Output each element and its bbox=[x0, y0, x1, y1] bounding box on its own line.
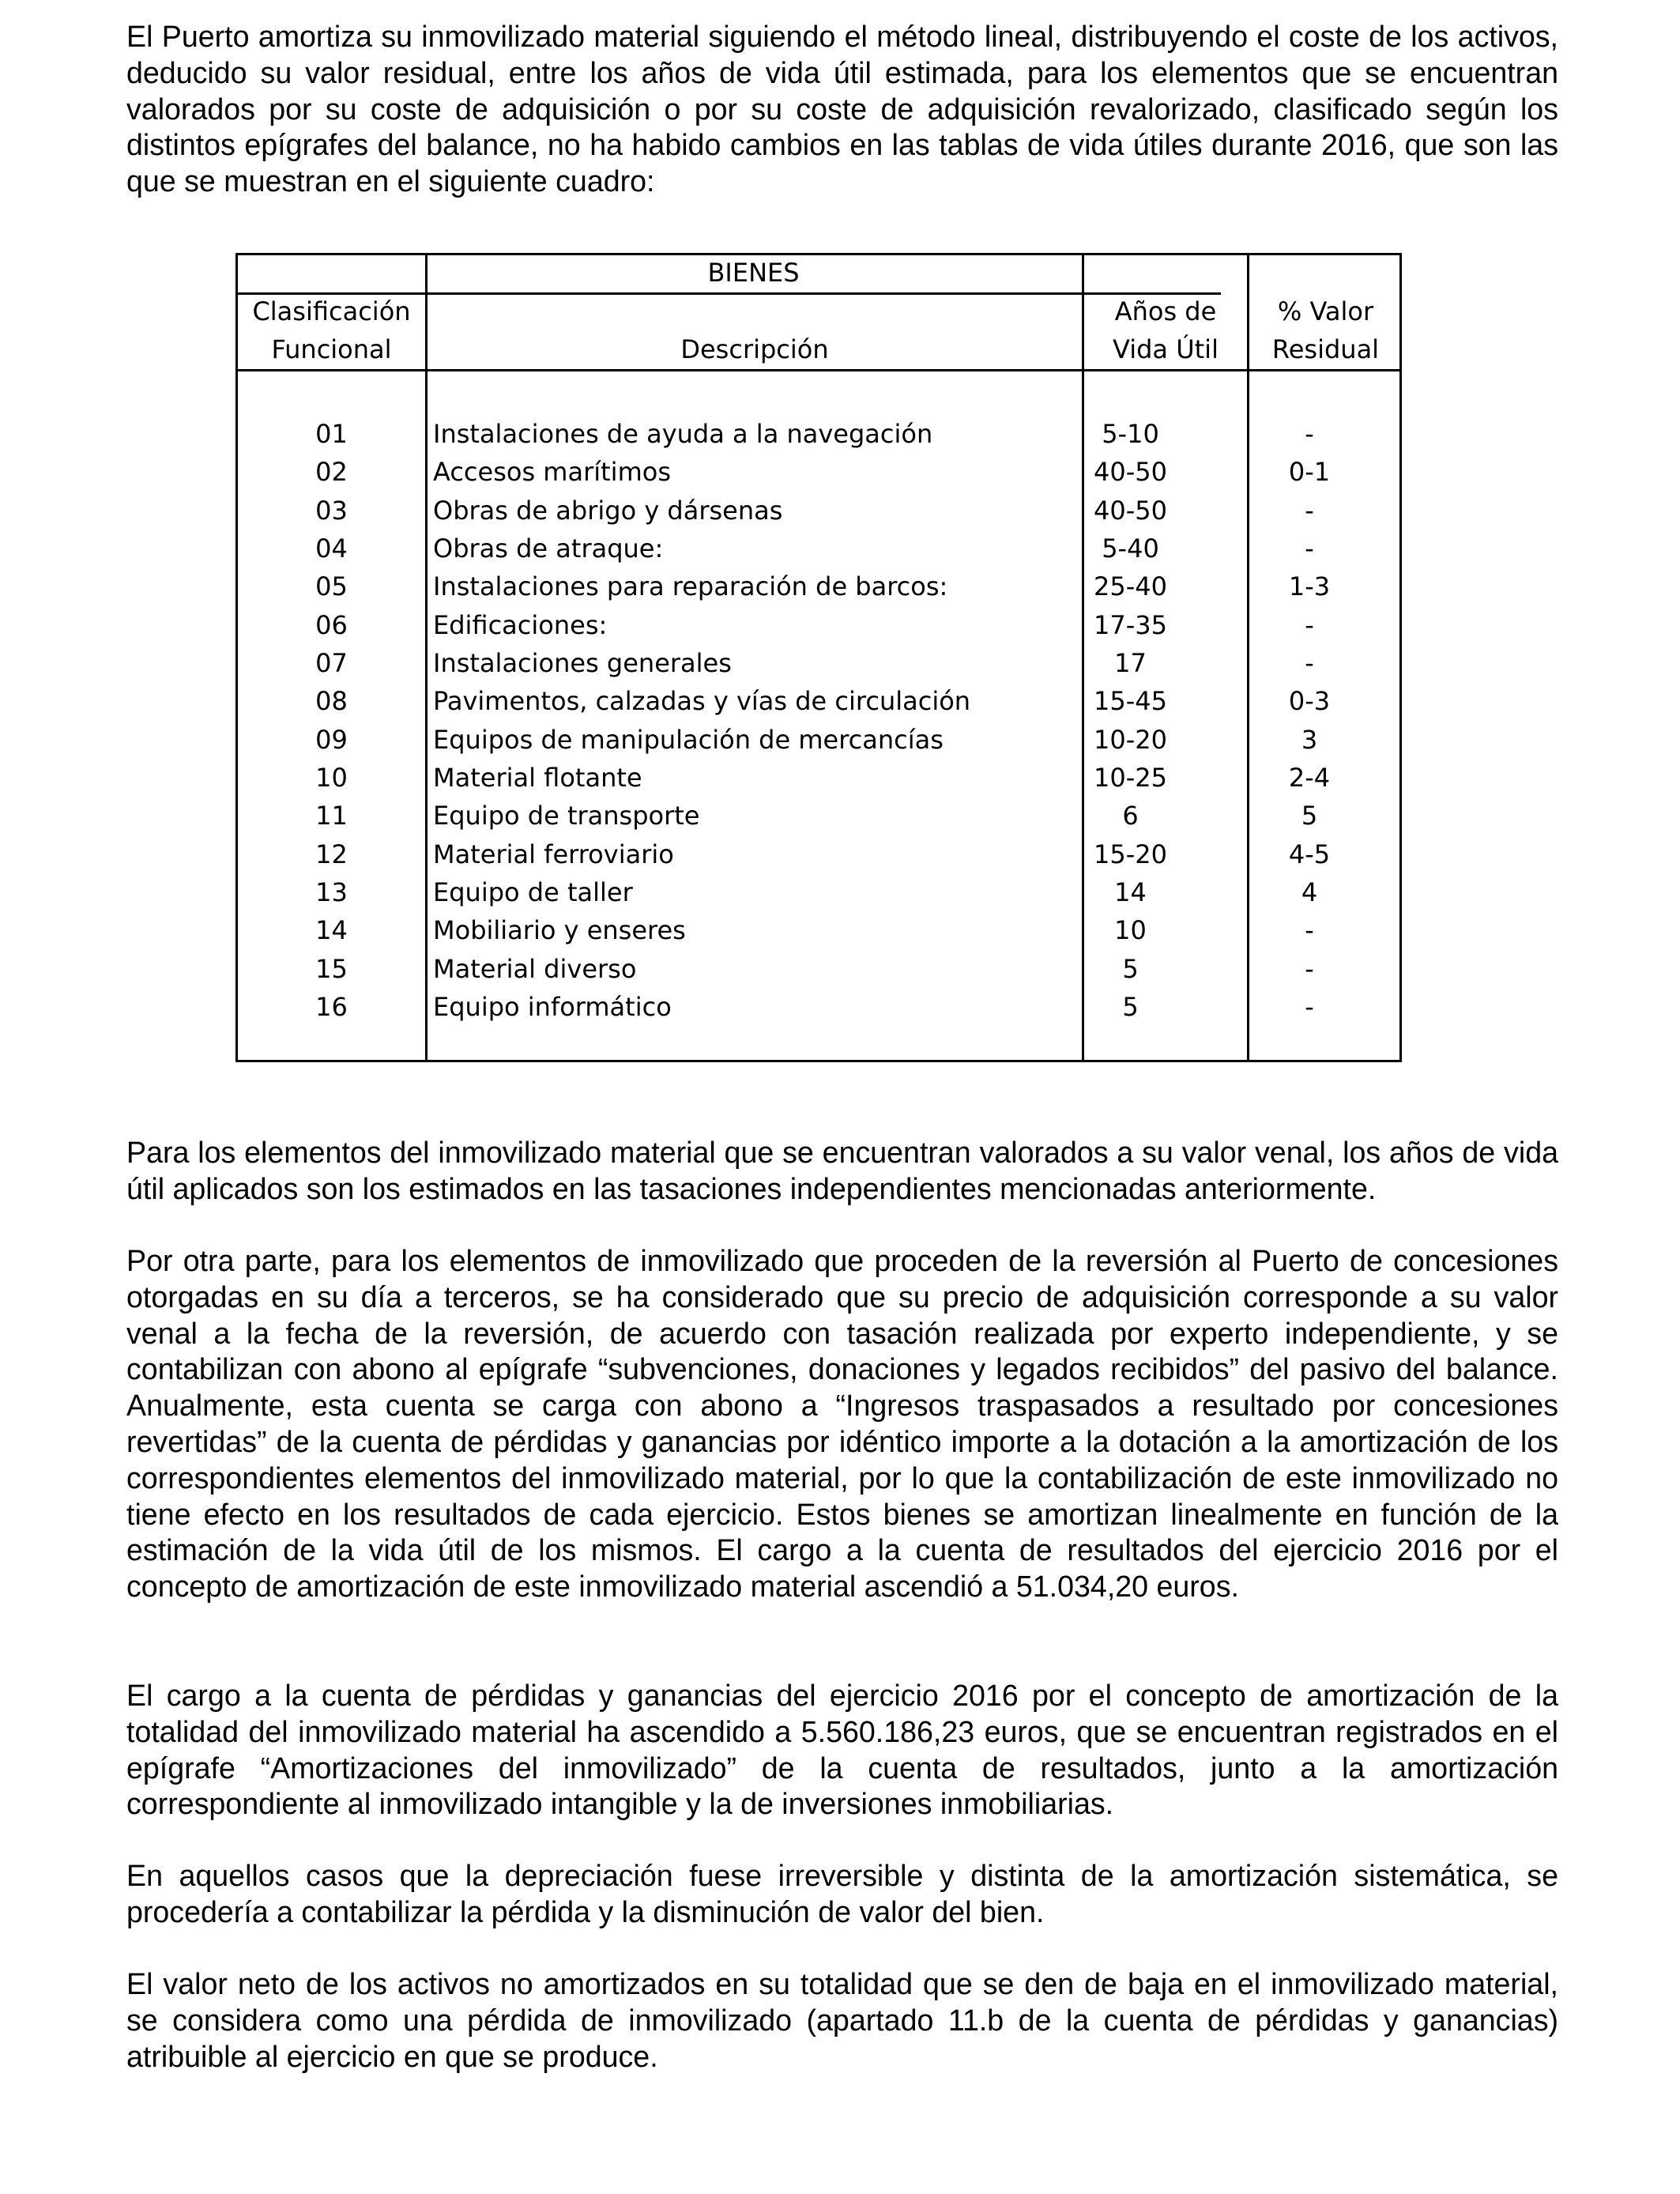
row-descripcion: Instalaciones de ayuda a la navegación bbox=[433, 419, 933, 449]
row-valor-residual: 3 bbox=[1301, 724, 1318, 755]
row-anos-vida-util: 14 bbox=[1114, 876, 1147, 907]
row-codigo: 10 bbox=[315, 762, 348, 793]
row-valor-residual: - bbox=[1305, 533, 1314, 564]
row-anos-vida-util: 5 bbox=[1122, 953, 1139, 984]
row-codigo: 08 bbox=[315, 686, 348, 717]
header-anos-line1: Años de bbox=[1114, 296, 1217, 326]
row-valor-residual: 1-3 bbox=[1288, 571, 1331, 602]
row-descripcion: Equipo informático bbox=[433, 991, 672, 1022]
row-descripcion: Equipo de taller bbox=[433, 876, 633, 907]
table-row bbox=[238, 682, 1399, 720]
table-row bbox=[238, 415, 1399, 453]
row-descripcion: Mobiliario y enseres bbox=[433, 915, 686, 946]
table-row bbox=[238, 567, 1399, 605]
row-valor-residual: - bbox=[1305, 419, 1314, 449]
row-descripcion: Equipos de manipulación de mercancías bbox=[433, 724, 944, 755]
intro-paragraph: El Puerto amortiza su inmovilizado material siguiendo el método lineal, distribuyendo el coste de los activos, deducido su valor residual, entre los años de vida útil estimada, para los elementos que se encuentran valorados por su coste de adquisición o por su coste de adquisición revalorizado, clasificado según los distintos epígrafes del balance, no ha habido cambios en las tablas de vida útiles durante 2016, que son las que se muestran en el siguiente cuadro: bbox=[126, 20, 1558, 198]
row-descripcion: Accesos marítimos bbox=[433, 457, 671, 488]
row-valor-residual: - bbox=[1305, 915, 1314, 946]
row-descripcion: Material ferroviario bbox=[433, 839, 674, 869]
header-valor-line1: % Valor bbox=[1277, 296, 1374, 326]
table-body bbox=[238, 415, 1399, 1026]
row-codigo: 06 bbox=[315, 609, 348, 640]
row-codigo: 11 bbox=[315, 801, 348, 831]
row-anos-vida-util: 25-40 bbox=[1094, 571, 1167, 602]
row-anos-vida-util: 15-20 bbox=[1094, 839, 1167, 869]
header-valor-line2: Residual bbox=[1271, 334, 1380, 364]
header-anos-line2: Vida Útil bbox=[1113, 334, 1219, 364]
table-row bbox=[238, 530, 1399, 567]
row-descripcion: Instalaciones para reparación de barcos: bbox=[433, 571, 948, 602]
row-anos-vida-util: 5-10 bbox=[1102, 419, 1159, 449]
row-codigo: 05 bbox=[315, 571, 348, 602]
row-codigo: 01 bbox=[315, 419, 348, 449]
reversion-paragraph: Por otra parte, para los elementos de inmovilizado que proceden de la reversión al Puerto de concesiones otorgadas en su día a terceros, se ha considerado que su precio de adquisición corresponde a su valor venal a la fecha de la reversión, de acuerdo con tasación realizada por experto independiente, y se contabilizan con abono al epígrafe “subvenciones, donaciones y legados recibidos” del pasivo del balance. Anualmente, esta cuenta se carga con abono a “Ingresos traspasados a resultado por concesiones revertidas” de la cuenta de pérdidas y ganancias por idéntico importe a la dotación a la amortización de los correspondientes elementos del inmovilizado material, por lo que la contabilización de este inmovilizado no tiene efecto en los resultados de cada ejercicio. Estos bienes se amortizan linealmente en función de la estimación de la vida útil de los mismos. El cargo a la cuenta de resultados del ejercicio 2016 por el concepto de amortización de este inmovilizado material ascendió a 51.034,20 euros. bbox=[126, 1244, 1558, 1604]
header-clasificacion-line1: Clasificación bbox=[252, 296, 411, 326]
row-valor-residual: 5 bbox=[1301, 801, 1318, 831]
row-valor-residual: 0-1 bbox=[1288, 457, 1331, 488]
row-codigo: 15 bbox=[315, 953, 348, 984]
table-row bbox=[238, 453, 1399, 491]
cargo-amortizacion-paragraph: El cargo a la cuenta de pérdidas y ganancias del ejercicio 2016 por el concepto de amortización de la totalidad del inmovilizado material ha ascendido a 5.560.186,23 euros, que se encuentran registrados en el epígrafe “Amortizaciones del inmovilizado” de la cuenta de resultados, junto a la amortización correspondiente al inmovilizado intangible y la de inversiones inmobiliarias. bbox=[126, 1679, 1558, 1821]
table-header-divider bbox=[238, 369, 1399, 371]
row-valor-residual: 0-3 bbox=[1288, 686, 1331, 717]
row-anos-vida-util: 17 bbox=[1114, 647, 1147, 678]
row-descripcion: Equipo de transporte bbox=[433, 801, 700, 831]
row-codigo: 16 bbox=[315, 991, 348, 1022]
header-descripcion: Descripción bbox=[680, 334, 829, 364]
row-codigo: 13 bbox=[315, 876, 348, 907]
valor-venal-paragraph: Para los elementos del inmovilizado material que se encuentran valorados a su valor venal, los años de vida útil aplicados son los estimados en las tasaciones independientes mencionadas anteriormente. bbox=[126, 1136, 1558, 1205]
row-codigo: 04 bbox=[315, 533, 348, 564]
table-row bbox=[238, 911, 1399, 949]
valor-neto-paragraph: El valor neto de los activos no amortizados en su totalidad que se den de baja en el inmovilizado material, se considera como una pérdida de inmovilizado (apartado 11.b de la cuenta de pérdidas y ganancias) atribuible al ejercicio en que se produce. bbox=[126, 1967, 1558, 2073]
row-descripcion: Material diverso bbox=[433, 953, 637, 984]
header-bienes: BIENES bbox=[707, 258, 800, 288]
table-row bbox=[238, 759, 1399, 797]
row-valor-residual: - bbox=[1305, 647, 1314, 678]
depreciacion-paragraph: En aquellos casos que la depreciación fuese irreversible y distinta de la amortización sistemática, se procedería a contabilizar la pérdida y la disminución de valor del bien. bbox=[126, 1859, 1558, 1928]
row-anos-vida-util: 10 bbox=[1114, 915, 1147, 946]
table-row bbox=[238, 492, 1399, 530]
row-descripcion: Instalaciones generales bbox=[433, 647, 732, 678]
table-row bbox=[238, 988, 1399, 1026]
row-codigo: 09 bbox=[315, 724, 348, 755]
row-codigo: 03 bbox=[315, 495, 348, 526]
row-codigo: 02 bbox=[315, 457, 348, 488]
table-row bbox=[238, 950, 1399, 988]
row-anos-vida-util: 10-20 bbox=[1094, 724, 1167, 755]
row-valor-residual: 4 bbox=[1301, 876, 1318, 907]
row-valor-residual: 2-4 bbox=[1288, 762, 1331, 793]
row-anos-vida-util: 40-50 bbox=[1094, 457, 1167, 488]
row-valor-residual: - bbox=[1305, 609, 1314, 640]
table-row bbox=[238, 873, 1399, 911]
row-descripcion: Pavimentos, calzadas y vías de circulación bbox=[433, 686, 971, 717]
row-codigo: 07 bbox=[315, 647, 348, 678]
table-row bbox=[238, 797, 1399, 835]
table-row bbox=[238, 606, 1399, 644]
row-anos-vida-util: 15-45 bbox=[1094, 686, 1167, 717]
header-clasificacion-line2: Funcional bbox=[271, 334, 392, 364]
row-anos-vida-util: 40-50 bbox=[1094, 495, 1167, 526]
row-descripcion: Material flotante bbox=[433, 762, 642, 793]
row-codigo: 12 bbox=[315, 839, 348, 869]
row-anos-vida-util: 5 bbox=[1122, 991, 1139, 1022]
table-row bbox=[238, 721, 1399, 759]
row-descripcion: Obras de atraque: bbox=[433, 533, 664, 564]
table-row bbox=[238, 835, 1399, 873]
row-anos-vida-util: 17-35 bbox=[1094, 609, 1167, 640]
table-row bbox=[238, 644, 1399, 682]
useful-life-table bbox=[235, 253, 1402, 1062]
row-codigo: 14 bbox=[315, 915, 348, 946]
row-descripcion: Obras de abrigo y dársenas bbox=[433, 495, 783, 526]
row-valor-residual: 4-5 bbox=[1288, 839, 1331, 869]
row-anos-vida-util: 6 bbox=[1122, 801, 1139, 831]
row-valor-residual: - bbox=[1305, 953, 1314, 984]
row-descripcion: Edificaciones: bbox=[433, 609, 608, 640]
row-valor-residual: - bbox=[1305, 991, 1314, 1022]
row-anos-vida-util: 10-25 bbox=[1094, 762, 1167, 793]
row-valor-residual: - bbox=[1305, 495, 1314, 526]
row-anos-vida-util: 5-40 bbox=[1102, 533, 1159, 564]
